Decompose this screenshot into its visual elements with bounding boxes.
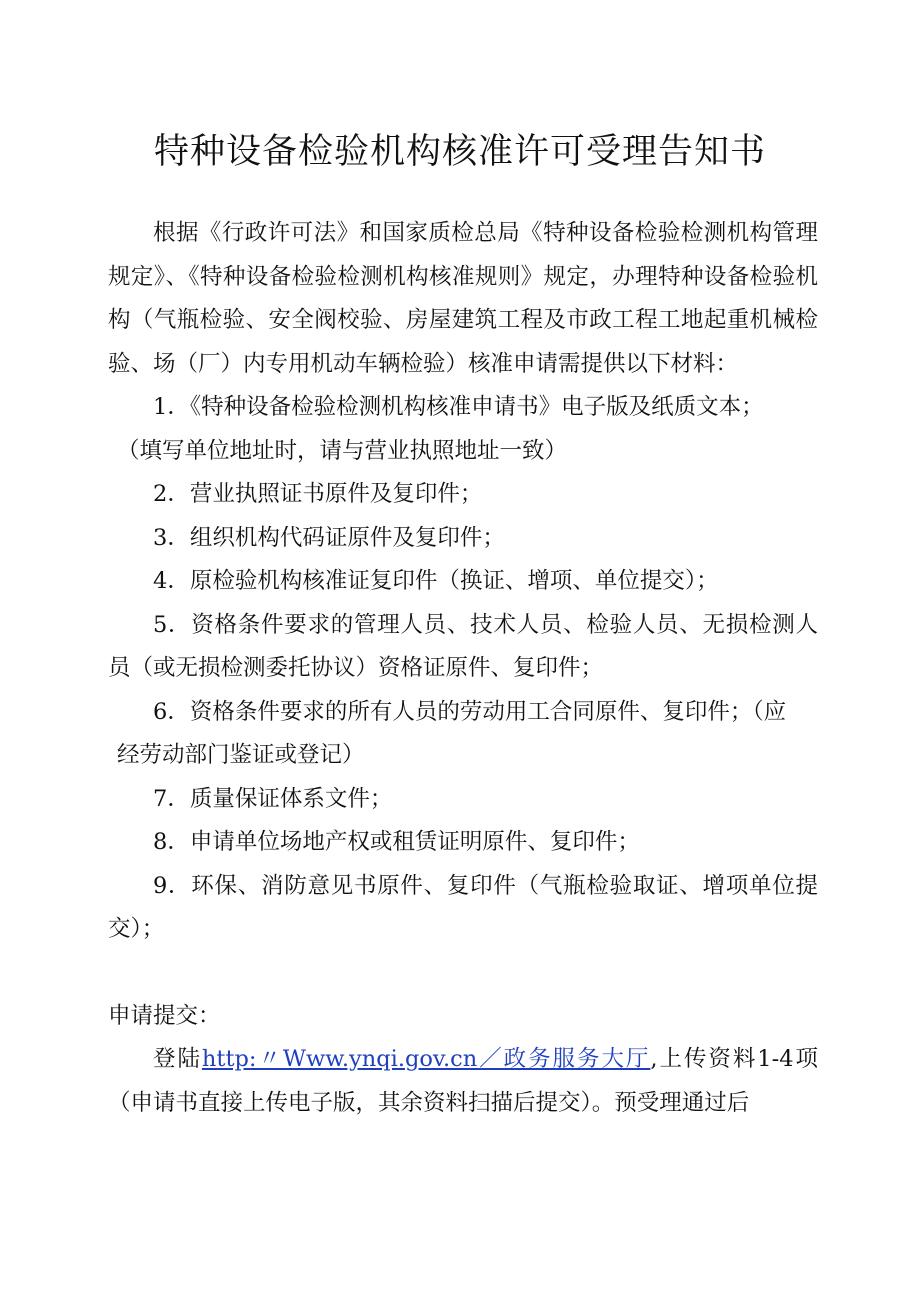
list-item-6: 6．资格条件要求的所有人员的劳动用工合同原件、复印件；（应: [153, 698, 787, 725]
intro-paragraph: 根据《行政许可法》和国家质检总局《特种设备检验检测机构管理规定》、《特种设备检验检测机构核准规则》规定，办理特种设备检验机构（气瓶检验、安全阀校验、房屋建筑工程及市政工程工地起重机械检验、场（厂）内专用机动车辆检验）核准申请需提供以下材料：: [108, 220, 818, 377]
list-item-8: 8．申请单位场地产权或租赁证明原件、复印件；: [153, 829, 640, 855]
section-spacer: [108, 952, 818, 995]
list-item-1: 1．《特种设备检验检测机构核准申请书》电子版及纸质文本；: [153, 394, 764, 420]
document-body: [108, 212, 818, 1125]
list-item-9: 9．环保、消防意见书原件、复印件（气瓶检验取证、增项单位提交）；: [108, 872, 818, 942]
submit-paragraph: [108, 1038, 818, 1125]
submit-prefix: 登陆: [153, 1046, 202, 1072]
list-item-2: 2．营业执照证书原件及复印件；: [153, 481, 483, 507]
list-item-4: 4．原检验机构核准证复印件（换证、增项、单位提交）；: [153, 568, 719, 594]
list-item-5: 5．资格条件要求的管理人员、技术人员、检验人员、无损检测人员（或无损检测委托协议）资格证原件、复印件；: [108, 611, 818, 681]
service-hall-link[interactable]: http:〃Www.ynqi.gov.cn／政务服务大厅: [201, 1046, 651, 1072]
submit-heading: 申请提交：: [108, 1002, 221, 1029]
list-item-3: 3．组织机构代码证原件及复印件；: [153, 524, 505, 551]
document-title: 特种设备检验机构核准许可受理告知书: [153, 132, 766, 172]
list-item-1-note: （填写单位地址时，请与营业执照地址一致）: [117, 437, 568, 464]
list-item-6-note: 经劳动部门鉴证或登记）: [117, 742, 365, 768]
submit-suffix: ,上传资料1-4项（申请书直接上传电子版，其余资料扫描后提交）。预受理通过后: [108, 1046, 818, 1116]
list-item-7: 7．质量保证体系文件；: [153, 785, 393, 812]
